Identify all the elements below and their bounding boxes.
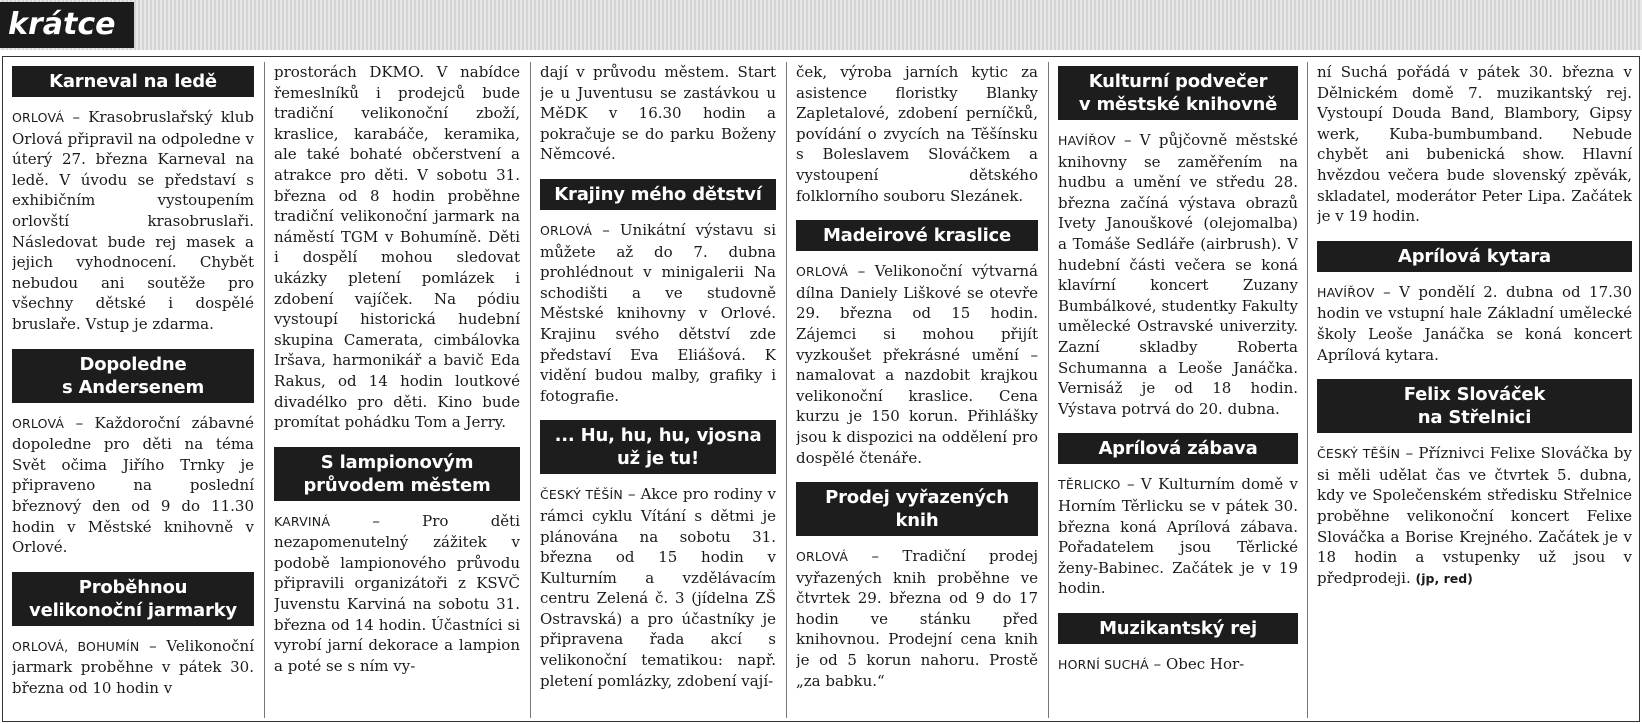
headline-line: průvodem městem	[303, 474, 491, 496]
column-4	[796, 62, 1038, 720]
headline-podvecer	[1058, 66, 1298, 120]
headline-line: Dopoledne	[79, 353, 187, 375]
headline-line: s Andersenem	[62, 376, 204, 398]
article-body: – V Kulturním domě v Horním Těrlicku se v pátek 30. března koná Aprílová zábava. Pořadatelem jsou Těrlické ženy-Babinec. Začátek je v 19 hodin.	[1058, 475, 1298, 598]
dateline: ORLOVÁ	[540, 222, 593, 238]
article-podvecer	[1058, 130, 1298, 419]
article-body: – Obec Hor-	[1148, 654, 1245, 673]
headline-jarmarky	[12, 572, 254, 626]
column-divider	[264, 62, 265, 718]
article-body: – Velikonoční jarmark proběhne v pátek 30. března od 10 hodin v	[12, 636, 254, 697]
dateline: ORLOVÁ	[796, 549, 849, 565]
article-body: – Pro děti nezapomenutelný zážitek v podobě lampionového průvodu připravili organizátoři z KSVČ Juvenstu Karviná na sobotu 31. března od 14 hodin. Účastníci si vyrobí jarní dekorace a lampion a poté se s ním vy-	[274, 511, 520, 675]
article-muzikantsky	[1058, 654, 1298, 676]
section-title: krátce	[0, 2, 134, 48]
article-lampiony	[274, 511, 520, 677]
headline-line: Felix Slováček	[1403, 384, 1546, 406]
headline-line: už je tu!	[616, 448, 700, 470]
dateline: ČESKÝ TĚŠÍN	[1317, 446, 1401, 462]
headline-line: S lampionovým	[320, 451, 474, 473]
headline-vjosna	[540, 420, 776, 474]
headline-line: ... Hu, hu, hu, vjosna	[554, 425, 762, 447]
dateline: HAVÍŘOV	[1317, 284, 1375, 300]
article-slovacek	[1317, 443, 1632, 589]
article-body: – Příznivci Felixe Slováčka by si měli udělat čas ve čtvrtek 5. dubna, kdy ve Společenském středisku Střelnice proběhne velikonoční koncert Felixe Slováčka a Borise Krejného. Začátek je v 18 hodin a vstupenky už jsou v předprodeji.	[1317, 444, 1632, 587]
column-divider	[1307, 62, 1308, 718]
article-jarmarky-continued: prostorách DKMO. V nabídce řemeslníků i prodejců bude tradiční velikonoční zboží, kraslice, karabáče, keramika, ale také bohaté občerstvení a atrakce pro děti. V sobotu 31. března od 8 hodin proběhne tradiční velikonoční jarmark na náměstí TGM v Bohumíně. Děti i dospělí mohou sledovat ukázky pletení pomlázek i zdobení vajíček. Na pódiu vystoupí historická hudební skupina Camerata, cimbálovka Iršava, harmonikář a bavič Eda Rakus, od 14 hodin loutkové divadélko pro děti. Kino bude promítat pohádku Tom a Jerry.	[274, 63, 520, 432]
dateline: ORLOVÁ	[12, 110, 65, 125]
article-andersen	[12, 413, 254, 558]
article-karneval	[12, 107, 254, 335]
article-body: – Akce pro rodiny v rámci cyklu Vítání s dětmi je plánována na sobotu 31. března od 15 hodin v Kulturním a vzdělávacím centru Zelená č. 3 (jídelna ZŠ Ostravská) a pro účastníky je připravena řada akcí s velikonoční tematikou: např. pletení pomlázky, zdobení vají-	[540, 485, 776, 690]
article-kytara	[1317, 282, 1632, 365]
article-muzikantsky-continued: ní Suchá pořádá v pátek 30. března v Dělnickém domě 7. muzikantský rej. Vystoupí Douda Band, Blambory, Gipsy werk, Kuba-bumbumband. Nebude chybět ani bubenická show. Hlavní hvězdou večera bude slovenský zpěvák, skladatel, moderátor Peter Lipa. Začátek je v 19 hodin.	[1317, 63, 1632, 226]
dateline: ORLOVÁ	[796, 264, 849, 280]
dateline: ČESKÝ TĚŠÍN	[540, 487, 623, 503]
column-6	[1317, 62, 1632, 720]
column-divider	[530, 62, 531, 718]
article-madeira	[796, 261, 1038, 468]
article-lampiony-continued: dají v průvodu městem. Start je u Juventusu se zastávkou u MěDK v 16.30 hodin a pokračuje se do parku Boženy Němcové.	[540, 63, 776, 164]
headline-madeira: Madeirové kraslice	[796, 220, 1038, 251]
article-body: – V pondělí 2. dubna od 17.30 hodin ve vstupní hale Základní umělecké školy Leoše Janáčka se koná koncert Aprílová kytara.	[1317, 282, 1632, 364]
headline-slovacek	[1317, 379, 1632, 433]
headline-line: velikonoční jarmarky	[29, 599, 237, 621]
dateline: HAVÍŘOV	[1058, 133, 1116, 148]
headline-krajiny: Krajiny mého dětství	[540, 179, 776, 210]
article-krajiny	[540, 220, 776, 406]
dateline: ORLOVÁ, BOHUMÍN	[12, 638, 140, 654]
column-divider	[1048, 62, 1049, 718]
headline-line: v městské knihovně	[1078, 94, 1278, 115]
headline-andersen	[12, 349, 254, 403]
dateline: KARVINÁ	[274, 513, 331, 529]
article-body: – Unikátní výstavu si můžete až do 7. dubna prohlédnout v minigalerii Na schodišti a ve studovně Městské knihovny v Orlové. Krajinu svého dětství zde představí Eva Eliášová. K vidění budou malby, grafiky i fotografie.	[540, 220, 776, 405]
headline-lampiony	[274, 447, 520, 501]
article-body: – Každoroční zábavné dopoledne pro děti na téma Svět očima Jiřího Trnky je připraveno na poslední březnový den od 9 do 11.30 hodin v Městské knihovně v Orlové.	[12, 413, 254, 557]
column-1	[12, 62, 254, 720]
article-zabava	[1058, 474, 1298, 599]
article-vjosna-continued: ček, výroba jarních kytic za asistence floristky Blanky Zapletalové, zdobení perníčků, povídání o zvycích na Těšínsku s Boleslavem Slováčkem a vystoupení dětského folklorního souboru Slezánek.	[796, 63, 1038, 205]
column-5	[1058, 62, 1298, 720]
dateline: HORNÍ SUCHÁ	[1058, 656, 1149, 672]
dateline: TĚRLICKO	[1058, 477, 1121, 493]
headline-line: Proběhnou	[78, 576, 188, 598]
article-body: – Tradiční prodej vyřazených knih proběhne ve čtvrtek 29. března od 9 do 17 hodin ve stánku před knihovnou. Prodejní cena knih je od 5 korun nahoru. Prostě „za babku.“	[796, 547, 1038, 690]
dateline: ORLOVÁ	[12, 415, 65, 431]
article-body: – V půjčovně městské knihovny se zaměřením na hudbu a umění ve středu 28. března začíná výstava obrazů Ivety Janouškové (olejomalba) a Tomáše Sedláře (airbrush). V hudební části večera se koná klavírní koncert Zuzany Bumbálkové, studentky Fakulty umělecké Ostravské univerzity. Zazní skladby Roberta Schumanna a Leoše Janáčka. Vernisáž je od 18 hodin. Výstava potrvá do 20. dubna.	[1058, 131, 1298, 418]
column-3	[540, 62, 776, 720]
article-body: – Krasobruslařský klub Orlová připravil na odpoledne v úterý 27. března Karneval na ledě. V úvodu se představí s exhibičním vystoupením orlovští krasobruslaři. Následovat bude rej masek a jejich vyhodnocení. Chybět nebudou ani soutěže pro všechny dětské i dospělé bruslaře. Vstup je zdarma.	[12, 108, 254, 333]
article-vjosna	[540, 484, 776, 691]
headline-line: Kulturní podvečer	[1088, 71, 1268, 92]
article-prodej	[796, 546, 1038, 691]
column-2	[274, 62, 520, 720]
article-jarmarky	[12, 636, 254, 699]
headline-kytara: Aprílová kytara	[1317, 241, 1632, 272]
author-signature: (jp, red)	[1415, 570, 1473, 586]
article-body: – Velikonoční výtvarná dílna Daniely Liškové se otevře 29. března od 15 hodin. Zájemci si mohou přijít vyzkoušet překrásné umění – namalovat a nazdobit krajkou velikonoční kraslice. Cena kurzu je 150 korun. Přihlášky jsou k dispozici na oddělení pro dospělé čtenáře.	[796, 262, 1038, 467]
headline-prodej: Prodej vyřazených knih	[796, 482, 1038, 536]
headline-karneval: Karneval na ledě	[12, 66, 254, 97]
headline-line: na Střelnici	[1417, 407, 1532, 429]
section-masthead	[0, 0, 1642, 50]
column-divider	[786, 62, 787, 718]
headline-muzikantsky: Muzikantský rej	[1058, 613, 1298, 644]
headline-zabava: Aprílová zábava	[1058, 433, 1298, 464]
